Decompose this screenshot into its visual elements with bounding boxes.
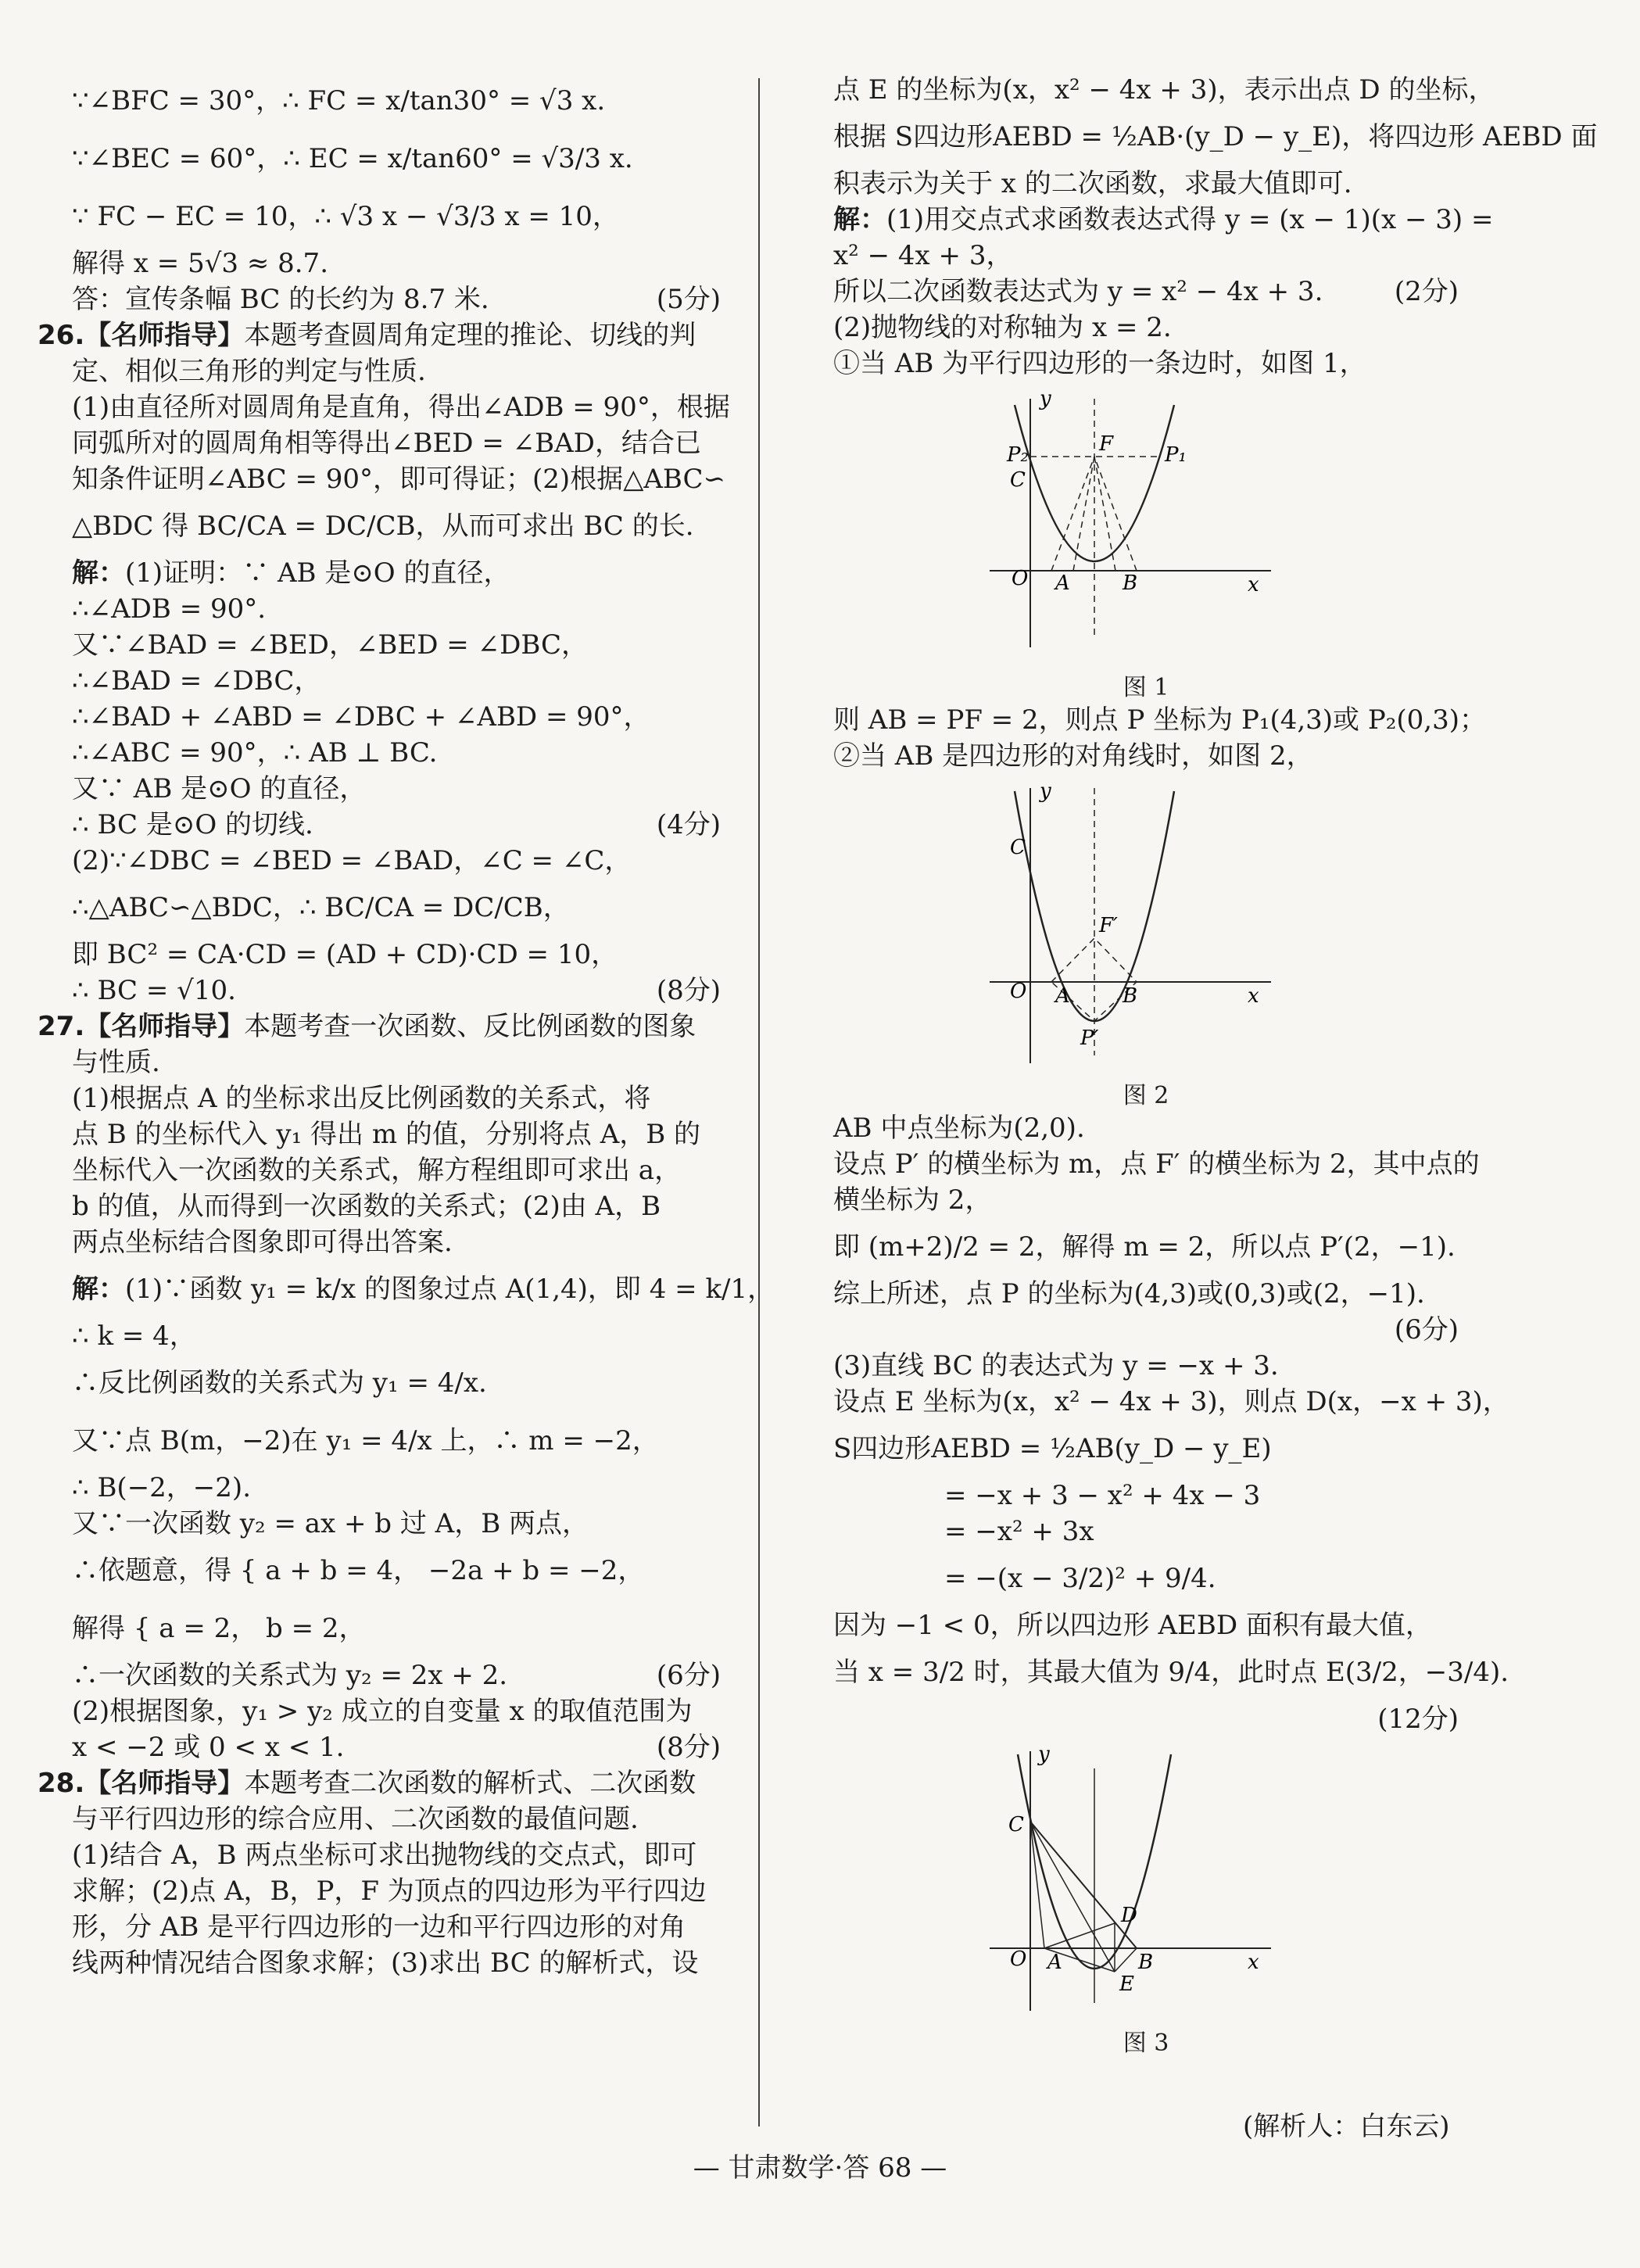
line	[833, 202, 1494, 238]
score: (8分)	[656, 1732, 721, 1763]
line: (2)根据图象，y₁ > y₂ 成立的自变量 x 的取值范围为	[72, 1696, 693, 1727]
line: 知条件证明∠ABC = 90°，即可得证；(2)根据△ABC∽	[72, 464, 726, 495]
page-footer: — 甘肃数学·答 68 —	[693, 2152, 947, 2184]
line: 同弧所对的圆周角相等得出∠BED = ∠BAD，结合已	[72, 428, 701, 459]
line: 坐标代入一次函数的关系式，解方程组即可求出 a，	[72, 1155, 682, 1186]
line: S四边形AEBD = ½AB(y_D − y_E)	[833, 1433, 1272, 1464]
figure-2-graph	[833, 779, 1459, 1071]
score: (2分)	[1394, 276, 1459, 307]
label-o: O	[1010, 1947, 1027, 1971]
label-y: y	[1040, 387, 1051, 410]
line: ∴ k = 4，	[72, 1320, 196, 1352]
solution-label: 解：	[72, 557, 125, 589]
line-with-score	[72, 807, 721, 843]
label-p1: P₁	[1165, 443, 1187, 467]
line-with-score	[72, 973, 721, 1009]
figure-3	[833, 1745, 1459, 2019]
label-c: C	[1010, 836, 1026, 859]
label-f: F	[1099, 432, 1114, 456]
figure-2	[833, 779, 1459, 1071]
left-column	[38, 72, 775, 1981]
line: ∵∠BEC = 60°，∴ EC = x/tan60° = √3/3 x.	[72, 143, 633, 174]
line: ∴∠ABC = 90°，∴ AB ⊥ BC.	[72, 737, 438, 769]
line: 横坐标为 2，	[833, 1184, 992, 1216]
line-with-score	[72, 281, 721, 317]
line: 又∵一次函数 y₂ = ax + b 过 A，B 两点，	[72, 1508, 589, 1539]
line: 因为 −1 < 0，所以四边形 AEBD 面积有最大值，	[833, 1610, 1432, 1641]
line: ①当 AB 为平行四边形的一条边时，如图 1，	[833, 348, 1366, 379]
line: ∴反比例函数的关系式为 y₁ = 4/x.	[72, 1367, 487, 1399]
line: 积表示为关于 x 的二次函数，求最大值即可.	[833, 168, 1352, 199]
line: 所以二次函数表达式为 y = x² − 4x + 3.	[833, 276, 1323, 307]
line: 求解；(2)点 A，B，P，F 为顶点的四边形为平行四边	[72, 1876, 707, 1907]
line: 答：宣传条幅 BC 的长约为 8.7 米.	[72, 284, 489, 315]
line: ∴依题意，得 { a + b = 4， −2a + b = −2，	[72, 1555, 645, 1586]
dashed-line	[1094, 457, 1137, 571]
score: (12分)	[1377, 1704, 1459, 1735]
line: 当 x = 3/2 时，其最大值为 9/4，此时点 E(3/2，−3/4).	[833, 1657, 1509, 1688]
line: ∵ FC − EC = 10，∴ √3 x − √3/3 x = 10，	[72, 201, 619, 232]
line: ∴一次函数的关系式为 y₂ = 2x + 2.	[72, 1660, 508, 1691]
line: x² − 4x + 3，	[833, 240, 1013, 271]
label-a: A	[1055, 984, 1070, 1008]
line: (2)抛物线的对称轴为 x = 2.	[833, 312, 1172, 343]
line: (1)结合 A，B 两点坐标可求出抛物线的交点式，即可	[72, 1840, 697, 1871]
dashed-line	[1051, 457, 1094, 571]
line-ad	[1044, 1923, 1115, 1948]
line: ∴∠BAD = ∠DBC，	[72, 665, 321, 697]
line: 又∵∠BAD = ∠BED，∠BED = ∠DBC，	[72, 629, 588, 661]
line: 综上所述，点 P 的坐标为(4,3)或(0,3)或(2，−1).	[833, 1278, 1425, 1310]
line-with-score	[72, 1729, 721, 1765]
line: ∵∠BFC = 30°，∴ FC = x/tan30° = √3 x.	[72, 85, 606, 116]
figure-1	[833, 389, 1459, 663]
line: 点 E 的坐标为(x，x² − 4x + 3)，表示出点 D 的坐标，	[833, 74, 1495, 106]
right-column	[833, 72, 1598, 2058]
question-number: 27.	[38, 1011, 85, 1042]
line: (1)由直径所对圆周角是直角，得出∠ADB = 90°，根据	[72, 392, 730, 423]
label-y: y	[1038, 1743, 1050, 1766]
line: ②当 AB 是四边形的对角线时，如图 2，	[833, 740, 1313, 772]
label-o: O	[1010, 980, 1027, 1003]
score-line	[833, 1312, 1459, 1348]
line: (1)∵函数 y₁ = k/x 的图象过点 A(1,4)，即 4 = k/1，	[125, 1274, 775, 1305]
line: 线两种情况结合图象求解；(3)求出 BC 的解析式，设	[72, 1947, 699, 1979]
label-x: x	[1248, 573, 1259, 597]
line	[72, 1260, 775, 1318]
label-b: B	[1123, 571, 1138, 595]
score: (4分)	[656, 809, 721, 840]
line: 又∵ AB 是⊙O 的直径，	[72, 773, 367, 804]
line: = −x² + 3x	[944, 1516, 1094, 1547]
parabola	[1015, 405, 1174, 561]
question-number: 28.	[38, 1768, 85, 1799]
score: (5分)	[656, 284, 721, 315]
line: ∴ BC 是⊙O 的切线.	[72, 809, 313, 840]
score: (6分)	[1394, 1314, 1459, 1345]
label-c: C	[1008, 1813, 1024, 1836]
line: (2)∵∠DBC = ∠BED = ∠BAD，∠C = ∠C，	[72, 845, 632, 876]
label-b: B	[1123, 984, 1138, 1008]
line-with-score	[72, 1657, 721, 1693]
line: (1)用交点式求函数表达式得 y = (x − 1)(x − 3) =	[886, 204, 1494, 235]
question-number: 26.	[38, 320, 85, 351]
line-ca	[1030, 1822, 1044, 1948]
line: 形，分 AB 是平行四边形的一边和平行四边形的对角	[72, 1911, 686, 1943]
line: b 的值，从而得到一次函数的关系式；(2)由 A，B	[72, 1191, 661, 1222]
label-x: x	[1248, 1951, 1259, 1974]
line: (3)直线 BC 的表达式为 y = −x + 3.	[833, 1350, 1279, 1381]
q28-header	[38, 1765, 721, 1801]
score-line	[833, 1701, 1459, 1737]
q26-header	[38, 317, 721, 353]
line: ∴ B(−2，−2).	[72, 1472, 252, 1503]
figure-3-graph	[833, 1745, 1459, 2019]
line: ∴ BC = √10.	[72, 975, 236, 1006]
guide-title: 【名师指导】	[84, 1768, 245, 1799]
line: 设点 P′ 的横坐标为 m，点 F′ 的横坐标为 2，其中点的	[833, 1148, 1480, 1180]
line: (1)根据点 A 的坐标求出反比例函数的关系式，将	[72, 1083, 651, 1114]
label-b: B	[1138, 1951, 1154, 1974]
column-divider	[758, 78, 760, 2126]
line: 定、相似三角形的判定与性质.	[72, 356, 426, 387]
line-ce	[1030, 1822, 1115, 1972]
label-pprime: P′	[1080, 1027, 1099, 1050]
line: 与性质.	[72, 1047, 160, 1078]
line: (1)证明：∵ AB 是⊙O 的直径，	[125, 557, 510, 589]
line: 则 AB = PF = 2，则点 P 坐标为 P₁(4,3)或 P₂(0,3)；	[833, 704, 1486, 736]
line: = −x + 3 − x² + 4x − 3	[944, 1480, 1261, 1511]
analyst-credit: (解析人：白东云)	[1243, 2111, 1450, 2142]
label-a: A	[1047, 1951, 1062, 1974]
line: = −(x − 3/2)² + 9/4.	[944, 1563, 1216, 1594]
label-d: D	[1121, 1904, 1137, 1927]
line-eb	[1115, 1948, 1137, 1972]
line: 根据 S四边形AEBD = ½AB·(y_D − y_E)，将四边形 AEBD 面	[833, 121, 1598, 152]
solution-label: 解：	[72, 1274, 125, 1305]
label-a: A	[1055, 571, 1070, 595]
line-with-score	[833, 274, 1459, 310]
q27-header	[38, 1009, 721, 1044]
figure-1-caption: 图 1	[1123, 674, 1169, 701]
line: 又∵点 B(m，−2)在 y₁ = 4/x 上，∴ m = −2，	[72, 1425, 659, 1456]
label-c: C	[1010, 468, 1026, 492]
line: 即 (m+2)/2 = 2，解得 m = 2，所以点 P′(2，−1).	[833, 1231, 1456, 1263]
line: 解得 x = 5√3 ≈ 8.7.	[72, 248, 328, 279]
line: 解得 { a = 2， b = 2，	[72, 1613, 366, 1644]
line: ∴∠ADB = 90°.	[72, 593, 267, 625]
line	[72, 555, 721, 591]
figure-2-caption: 图 2	[1123, 1082, 1169, 1109]
score: (6分)	[656, 1660, 721, 1691]
line: 两点坐标结合图象即可得出答案.	[72, 1227, 453, 1258]
line: ∴∠BAD + ∠ABD = ∠DBC + ∠ABD = 90°，	[72, 701, 650, 733]
guide-title: 【名师指导】	[84, 1011, 245, 1042]
score: (8分)	[656, 975, 721, 1006]
line: AB 中点坐标为(2,0).	[833, 1113, 1085, 1144]
figure-1-graph	[833, 389, 1459, 663]
line: 点 B 的坐标代入 y₁ 得出 m 的值，分别将点 A，B 的	[72, 1119, 701, 1150]
line: ∴△ABC∽△BDC，∴ BC/CA = DC/CB，	[72, 892, 570, 923]
label-y: y	[1040, 779, 1051, 803]
line: 本题考查圆周角定理的推论、切线的判	[244, 320, 696, 351]
label-e: E	[1119, 1972, 1134, 1996]
line: 本题考查二次函数的解析式、二次函数	[244, 1768, 696, 1799]
label-x: x	[1248, 984, 1259, 1008]
label-o: O	[1012, 567, 1029, 590]
guide-title: 【名师指导】	[84, 320, 245, 351]
solution-label: 解：	[833, 204, 886, 235]
line: x < −2 或 0 < x < 1.	[72, 1732, 345, 1763]
line: 与平行四边形的综合应用、二次函数的最值问题.	[72, 1804, 639, 1835]
figure-3-caption: 图 3	[1123, 2030, 1169, 2057]
line: 本题考查一次函数、反比例函数的图象	[244, 1011, 696, 1042]
line: 设点 E 坐标为(x，x² − 4x + 3)，则点 D(x，−x + 3)，	[833, 1386, 1509, 1417]
label-p2: P₂	[1007, 443, 1029, 467]
label-fprime: F′	[1099, 914, 1118, 937]
line: △BDC 得 BC/CA = DC/CB，从而可求出 BC 的长.	[72, 511, 694, 542]
line: 即 BC² = CA·CD = (AD + CD)·CD = 10，	[72, 939, 618, 970]
